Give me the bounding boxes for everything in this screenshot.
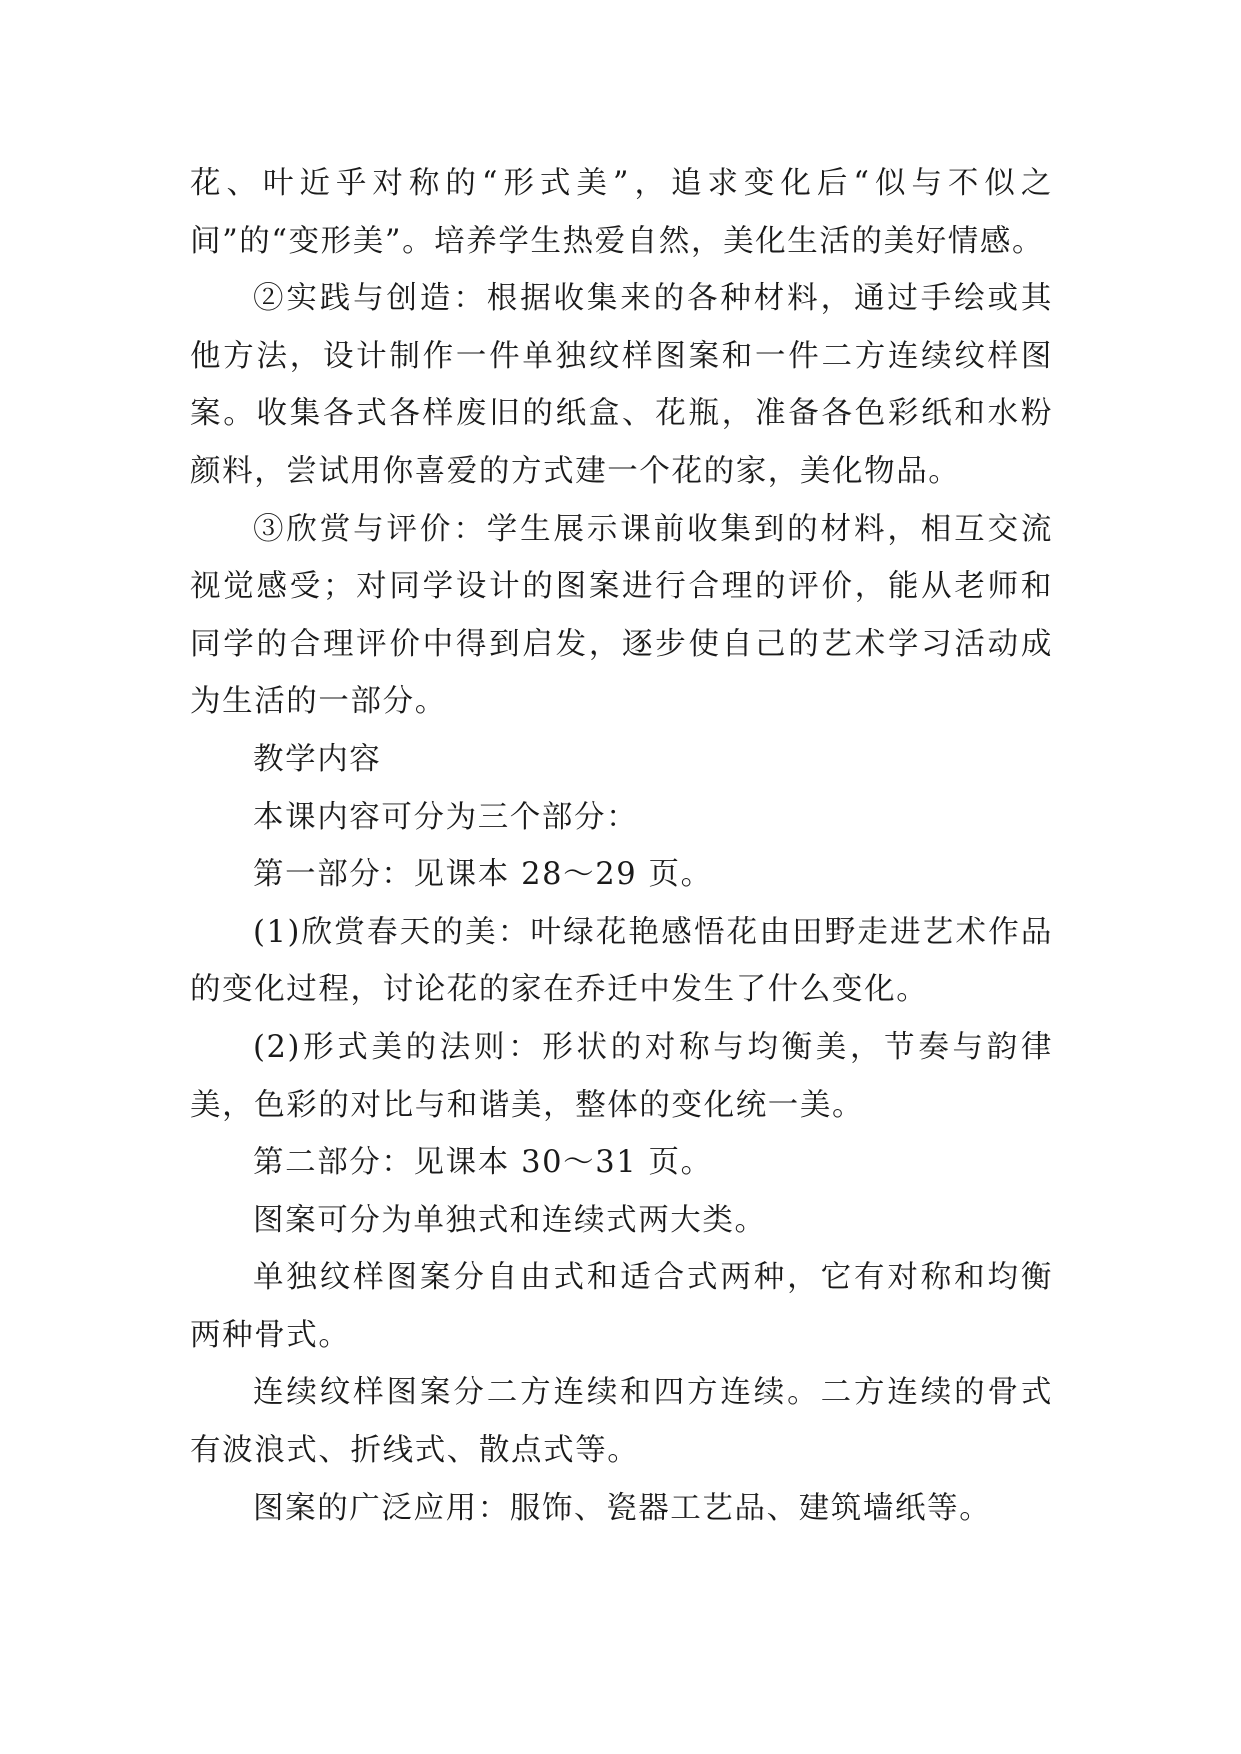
paragraph-single-pattern: 单独纹样图案分自由式和适合式两种，它有对称和均衡两种骨式。 [190, 1260, 1053, 1353]
paragraph-objectives-continued: 花、叶近乎对称的“形式美”，追求变化后“似与不似之间”的“变形美”。培养学生热爱自然，美化生活的美好情感。 [190, 166, 1053, 259]
paragraph-appreciation-evaluation: ③欣赏与评价：学生展示课前收集到的材料，相互交流视觉感受；对同学设计的图案进行合理的评价，能从老师和同学的合理评价中得到启发，逐步使自己的艺术学习活动成为生活的一部分。 [190, 511, 1053, 720]
section-heading-teaching-content: 教学内容 [253, 741, 382, 777]
paragraph-form-beauty-rules: (2)形式美的法则：形状的对称与均衡美，节奏与韵律美，色彩的对比与和谐美，整体的变化统一美。 [190, 1029, 1053, 1123]
paragraph-pattern-types: 图案可分为单独式和连续式两大类。 [253, 1202, 767, 1238]
paragraph-part-one: 第一部分：见课本 28～29 页。 [253, 857, 713, 893]
paragraph-pattern-applications: 图案的广泛应用：服饰、瓷器工艺品、建筑墙纸等。 [253, 1490, 992, 1526]
paragraph-practice-creation: ②实践与创造：根据收集来的各种材料，通过手绘或其他方法，设计制作一件单独纹样图案和一件二方连续纹样图案。收集各式各样废旧的纸盒、花瓶，准备各色彩纸和水粉颜料，尝试用你喜爱的方式建一个花的家，美化物品。 [190, 281, 1053, 489]
paragraph-part-two: 第二部分：见课本 30～31 页。 [253, 1145, 713, 1181]
paragraph-spring-beauty: (1)欣赏春天的美：叶绿花艳感悟花由田野走进艺术作品的变化过程，讨论花的家在乔迁中发生了什么变化。 [190, 914, 1053, 1008]
paragraph-continuous-pattern: 连续纹样图案分二方连续和四方连续。二方连续的骨式有波浪式、折线式、散点式等。 [190, 1375, 1053, 1469]
document-body [190, 155, 1053, 1537]
paragraph-three-parts: 本课内容可分为三个部分： [253, 799, 639, 835]
